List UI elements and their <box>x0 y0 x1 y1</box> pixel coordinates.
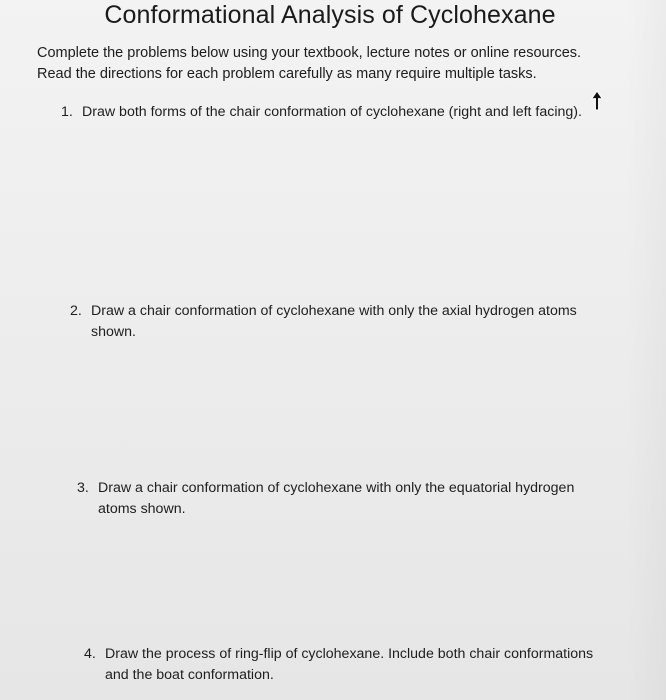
instructions-line-2: Read the directions for each problem carefully as many require multiple tasks. <box>37 66 537 82</box>
problem-2 <box>70 301 601 343</box>
page-title: Conformational Analysis of Cyclohexane <box>104 1 556 29</box>
instructions <box>37 43 637 85</box>
problem-3 <box>77 478 608 520</box>
problem-2-number: 2. <box>70 303 82 319</box>
problem-4-text: Draw the process of ring-flip of cyclohexane. Include both chair conformations and the boat conformation. <box>105 646 594 683</box>
problem-4-number: 4. <box>84 646 96 662</box>
problem-1 <box>61 102 642 123</box>
problem-4 <box>84 644 615 686</box>
problem-1-text: Draw both forms of the chair conformation of cyclohexane (right and left facing). <box>82 104 582 120</box>
problem-3-text: Draw a chair conformation of cyclohexane with only the equatorial hydrogen atoms shown. <box>98 480 575 517</box>
mouse-pointer-icon <box>590 90 604 112</box>
problem-1-number: 1. <box>61 104 73 120</box>
problem-2-text: Draw a chair conformation of cyclohexane with only the axial hydrogen atoms shown. <box>91 303 577 340</box>
instructions-line-1: Complete the problems below using your textbook, lecture notes or online resources. <box>37 45 582 61</box>
problem-3-number: 3. <box>77 480 89 496</box>
